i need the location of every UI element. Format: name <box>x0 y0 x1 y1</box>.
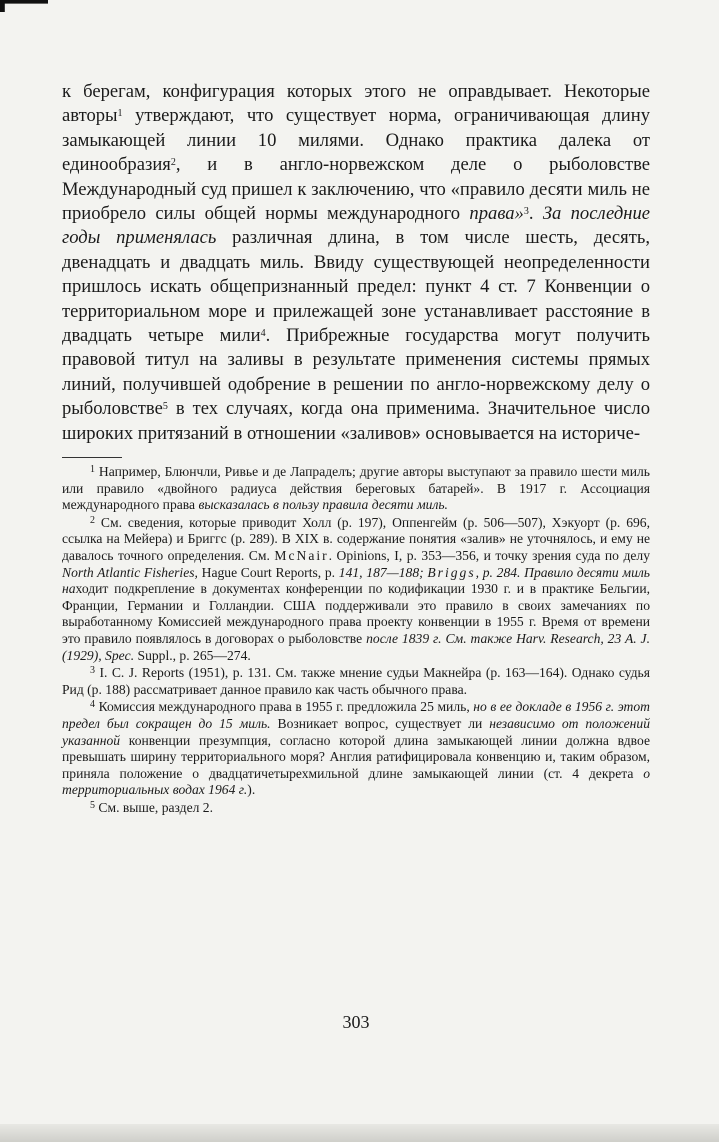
text-run: конвенции презумпция, согласно которой длина замыкающей линии должна вдвое превышать ширину территориального моря? Англия ратифицировала конвенцию и, таким образом, приняла положение о двадцатичетырехмильной длине замыкающей линии (ст. 4 декрета <box>62 732 650 781</box>
italic-run: но в ее докладе в 1956 г. этот предел был сокращен до 15 миль. <box>62 699 650 731</box>
footnote-5 <box>62 800 650 817</box>
footnote-1 <box>62 464 650 514</box>
text-run: . <box>528 203 543 225</box>
italic-run: , p. 284. Правило десяти миль на <box>62 564 650 597</box>
text-run: Suppl., p. 265—274. <box>134 647 251 663</box>
footnote-number: 4 <box>90 699 95 711</box>
text-run: I. C. J. Reports (1951), p. 131. См. также мнение судьи Макнейра (р. 163—164). Однако судья Рид (р. 188) рассматривает данное правило как часть обычного права. <box>62 665 650 697</box>
text-run: ). <box>247 782 256 798</box>
italic-run: после 1839 г. См. также Harv. Research, 23 A. J. (1929), Spec. <box>62 631 650 663</box>
footnote-number: 3 <box>90 665 95 677</box>
text-run: к берегам, конфигурация которых этого не оправдывает. Некоторые авторы <box>62 81 650 127</box>
footnote-divider <box>62 457 122 458</box>
text-run: . Прибрежные государства могут получить правовой титул на заливы в результате применения системы прямых линий, получившей одобрение в решении по англо-норвежскому делу о рыболовстве <box>62 325 650 420</box>
author-name: Briggs <box>427 564 476 580</box>
italic-run: North Atlantic Fisheries, <box>62 564 198 580</box>
footnote-2 <box>62 515 650 664</box>
italic-run: 141, 187—188; <box>338 564 428 580</box>
footnote-ref-4: 4 <box>260 328 266 340</box>
text-run: . Opinions, I, p. 353—356, и точку зрения суда по делу <box>328 548 650 564</box>
footnotes <box>62 464 650 816</box>
footnote-3 <box>62 665 650 698</box>
text-run: различная длина, в том числе шесть, десять, двенадцать и двадцать миль. Ввиду существующей неопределенности пришлось искать общепризнанный предел: пункт 4 ст. 7 Конвенции о территориальном море и прилежащей зоне устанавливает расстояние в двадцать четыре мили <box>62 227 650 347</box>
text-run: Комиссия международного права в 1955 г. предложила 25 миль, <box>95 699 474 715</box>
page-number: 303 <box>342 1012 370 1032</box>
author-name: McNair <box>274 548 329 564</box>
italic-run: высказалась в пользу правила десяти миль. <box>198 497 448 513</box>
footnote-ref-1: 1 <box>117 108 123 120</box>
scan-bottom-edge <box>0 1124 719 1142</box>
footnote-ref-3: 3 <box>523 206 529 218</box>
text-run: утверждают, что существует норма, ограничивающая длину замыкающей линии 10 милями. Однако практика далека от единообразия <box>62 105 650 176</box>
italic-run: о территориальных водах 1964 г. <box>62 765 650 798</box>
footnote-number: 2 <box>90 514 95 526</box>
scan-corner-mark <box>0 0 48 12</box>
text-run: Hague Court Reports, p. <box>197 564 339 580</box>
italic-run: права» <box>469 203 524 225</box>
text-run: ходит подкрепление в документах конференции по кодификации 1930 г. и в практике Бельгии, Франции, Германии и Голландии. США поддерживали это правило в своих замечаниях по выработанному Комиссией международного права проекту конвенции в 1955 г. Время от времени это правило появлялось в договорах о рыболовстве <box>62 581 650 647</box>
footnote-number: 1 <box>90 464 95 476</box>
text-run: См. сведения, которые приводит Холл (р. 197), Оппенгейм (р. 506—507), Хэкуорт (р. 696, ссылка на Мейера) и Бриггс (р. 289). В XIX в. содержание понятия «залив» не уточнялось, и ему не давалось точного определения. См. <box>62 514 650 564</box>
text-run: Возникает вопрос, существует ли <box>270 716 490 731</box>
footnote-ref-2: 2 <box>170 157 176 169</box>
footnote-number: 5 <box>90 799 95 811</box>
italic-run: За последние годы применялась <box>62 203 651 249</box>
text-run: , и в англо-норвежском деле о рыболовстве Международный суд пришел к заключению, что «правило десяти миль не приобрело силы общей нормы международного <box>62 154 650 225</box>
main-paragraph <box>62 80 650 446</box>
text-run: в тех случаях, когда она применима. Значительное число широких притязаний в отношении «заливов» основывается на историче- <box>62 398 650 444</box>
text-run: Например, Блюнчли, Ривье и де Лапраделъ; другие авторы выступают за правило шести миль или правило «двойного радиуса действия береговых батарей». В 1917 г. Ассоциация международного права <box>62 464 650 513</box>
italic-run: независимо от положений указанной <box>62 716 650 748</box>
footnote-4 <box>62 699 650 799</box>
footnote-ref-5: 5 <box>162 401 168 413</box>
text-run: См. выше, раздел 2. <box>95 799 213 815</box>
book-page <box>62 80 651 1032</box>
